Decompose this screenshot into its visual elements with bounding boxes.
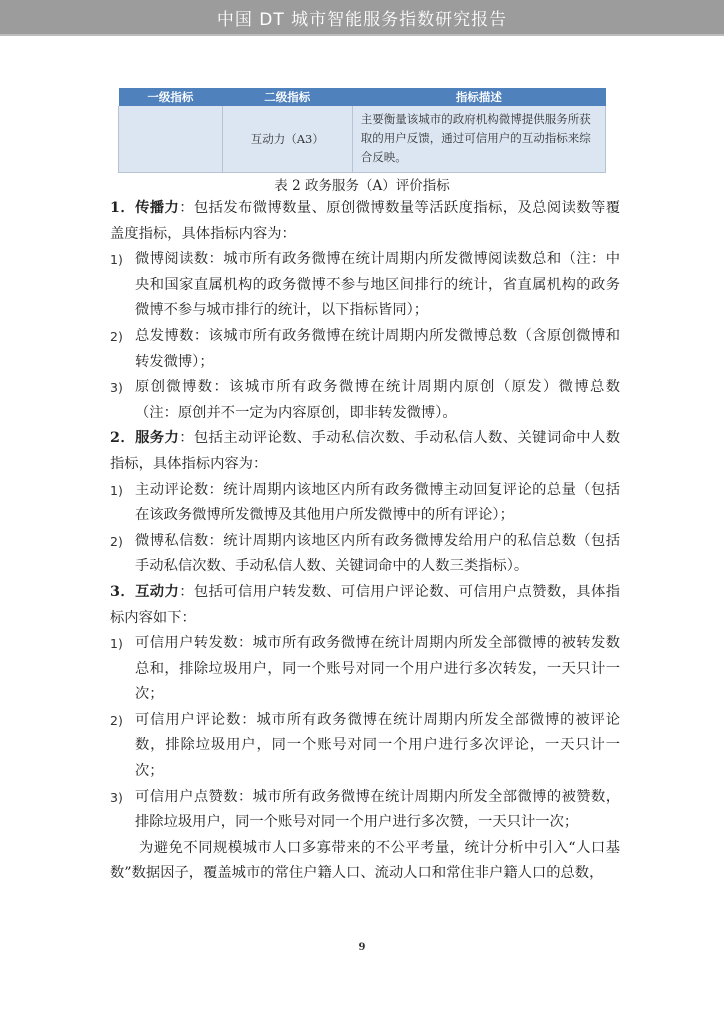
- column-header-level2: 二级指标: [222, 88, 352, 106]
- item-text: 微博私信数：统计周期内该地区内所有政务微博发给用户的私信总数（包括手动私信次数、手动私信人数、关键词命中的人数三类指标）。: [135, 532, 620, 575]
- table-row: [119, 106, 606, 173]
- list-item: [110, 785, 620, 836]
- table-caption: 表 2 政务服务（A）评价指标: [274, 178, 450, 194]
- page-header-bar: [0, 0, 724, 36]
- item-number: 1): [110, 252, 123, 268]
- document-body: [110, 196, 620, 887]
- section-3-intro: [110, 580, 620, 631]
- item-number: 3): [110, 380, 123, 396]
- item-text: 可信用户点赞数：城市所有政务微博在统计周期内所发全部微博的被赞数，排除垃圾用户，同一个账号对同一个用户进行多次赞，一天只计一次；: [135, 788, 620, 831]
- list-item: [110, 375, 620, 426]
- section-1-intro-text: ：包括发布微博数量、原创微博数量等活跃度指标，及总阅读数等覆盖度指标，具体指标内容为：: [110, 200, 621, 242]
- item-text: 总发博数：该城市所有政务微博在统计周期内所发微博总数（含原创微博和转发微博）；: [135, 327, 620, 370]
- section-1-title: 传播力: [135, 200, 180, 216]
- cell-level1: [119, 106, 223, 173]
- item-text: 原创微博数：该城市所有政务微博在统计周期内原创（原发）微博总数（注：原创并不一定为内容原创，即非转发微博）。: [135, 379, 620, 421]
- closing-paragraph: 为避免不同规模城市人口多寡带来的不公平考量，统计分析中引入“人口基数”数据因子，覆盖城市的常住户籍人口、流动人口和常住非户籍人口的总数，: [110, 839, 620, 882]
- section-1-intro: [110, 196, 620, 247]
- cell-description: 主要衡量该城市的政府机构微博提供服务所获取的用户反馈，通过可信用户的互动指标来综合反映。: [352, 106, 605, 173]
- section-2-intro-text: ：包括主动评论数、手动私信次数、手动私信人数、关键词命中人数指标，具体指标内容为：: [110, 430, 621, 472]
- item-number: 1): [110, 482, 123, 498]
- item-number: 2): [110, 712, 123, 728]
- section-3-title: 互动力: [135, 583, 180, 600]
- section-2-number: 2．: [110, 430, 136, 447]
- item-text: 可信用户评论数：城市所有政务微博在统计周期内所发全部微博的被评论数，排除垃圾用户，同一个账号对同一个用户进行多次评论，一天只计一次；: [135, 711, 620, 780]
- list-item: [110, 708, 620, 785]
- item-number: 2): [110, 328, 123, 344]
- list-item: [110, 247, 620, 324]
- cell-level2: 互动力（A3）: [222, 106, 352, 173]
- table-header-row: [119, 88, 606, 106]
- section-2-title: 服务力: [135, 430, 180, 447]
- section-3-number: 3．: [110, 583, 136, 600]
- column-header-description: 指标描述: [352, 88, 605, 106]
- report-title: 中国 DT 城市智能服务指数研究报告: [216, 10, 508, 30]
- page-number: 9: [358, 942, 366, 953]
- section-3-intro-text: ：包括可信用户转发数、可信用户评论数、可信用户点赞数，具体指标内容如下：: [110, 583, 621, 626]
- item-text: 主动评论数：统计周期内该地区内所有政务微博主动回复评论的总量（包括在该政务微博所发微博及其他用户所发微博中的所有评论）；: [135, 481, 620, 524]
- item-number: 2): [110, 533, 123, 549]
- list-item: [110, 324, 620, 375]
- column-header-level1: 一级指标: [119, 88, 223, 106]
- list-item: [110, 529, 620, 580]
- item-number: 3): [110, 789, 123, 805]
- item-text: 微博阅读数：城市所有政务微博在统计周期内所发微博阅读数总和（注：中央和国家直属机构的政务微博不参与地区间排行的统计，省直属机构的政务微博不参与城市排行的统计，以下指标皆同）；: [135, 251, 620, 319]
- item-text: 可信用户转发数：城市所有政务微博在统计周期内所发全部微博的被转发数总和，排除垃圾用户，同一个账号对同一个用户进行多次转发，一天只计一次；: [135, 635, 620, 703]
- item-number: 1): [110, 636, 123, 652]
- indicator-table: [118, 88, 606, 173]
- list-item: [110, 631, 620, 708]
- list-item: [110, 478, 620, 529]
- section-2-intro: [110, 426, 620, 477]
- section-1-number: 1．: [110, 200, 136, 216]
